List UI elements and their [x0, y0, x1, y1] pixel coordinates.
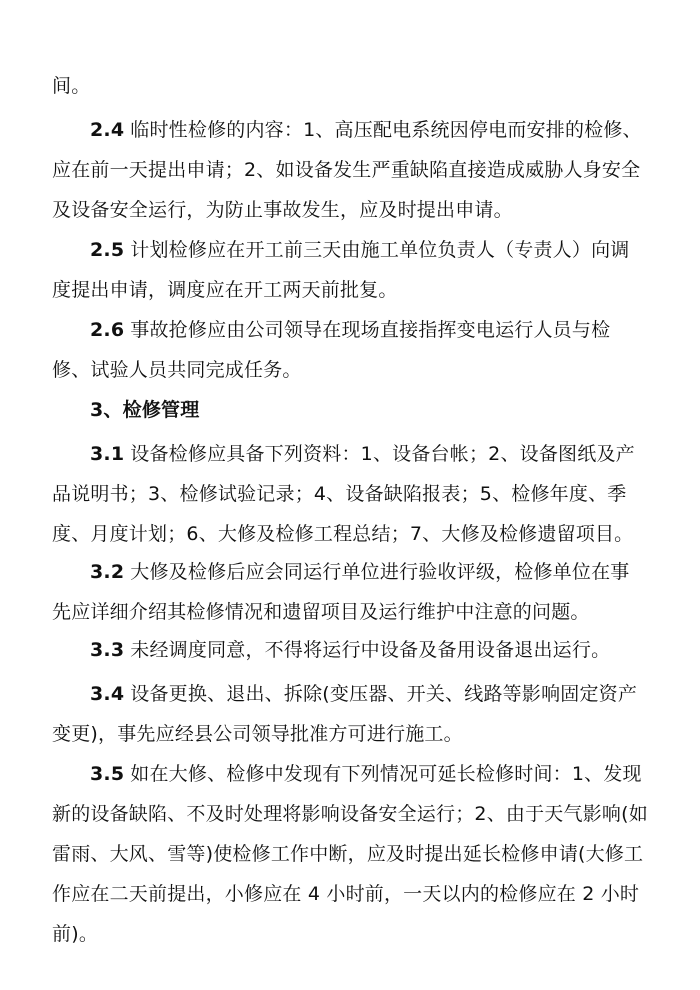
paragraph-3-4 — [52, 674, 648, 754]
section-number: 2.4 — [90, 119, 125, 141]
paragraph-3-2 — [52, 552, 648, 632]
paragraph-2-6 — [52, 310, 648, 390]
paragraph-text: 设备更换、退出、拆除(变压器、开关、线路等影响固定资产变更)，事先应经县公司领导批准方可进行施工。 — [52, 683, 638, 745]
paragraph-text: 间。 — [52, 75, 91, 97]
paragraph-2-4 — [52, 110, 648, 230]
paragraph-3-1 — [52, 434, 648, 554]
paragraph-text: 设备检修应具备下列资料：1、设备台帐；2、设备图纸及产品说明书；3、检修试验记录；4、设备缺陷报表；5、检修年度、季度、月度计划；6、大修及检修工程总结；7、大修及检修遗留项目。 — [52, 443, 635, 545]
section-number: 2.6 — [90, 319, 125, 341]
paragraph-text: 未经调度同意，不得将运行中设备及备用设备退出运行。 — [130, 639, 611, 661]
heading-text: 3、检修管理 — [90, 399, 200, 421]
section-heading — [52, 390, 648, 430]
paragraph-continuation — [52, 66, 648, 106]
section-number: 3.1 — [90, 443, 125, 465]
section-number: 3.5 — [90, 763, 125, 785]
paragraph-text: 如在大修、检修中发现有下列情况可延长检修时间：1、发现新的设备缺陷、不及时处理将影响设备安全运行；2、由于天气影响(如雷雨、大风、雪等)使检修工作中断，应及时提出延长检修申请(大修工作应在二天前提出，小修应在 4 小时前，一天以内的检修应在 2 小时前)。 — [52, 763, 648, 945]
section-number: 3.3 — [90, 639, 125, 661]
paragraph-2-5 — [52, 230, 648, 310]
section-number: 2.5 — [90, 239, 125, 261]
paragraph-text: 计划检修应在开工前三天由施工单位负责人（专责人）向调度提出申请，调度应在开工两天前批复。 — [52, 239, 630, 301]
paragraph-text: 大修及检修后应会同运行单位进行验收评级，检修单位在事先应详细介绍其检修情况和遗留项目及运行维护中注意的问题。 — [52, 561, 630, 623]
section-number: 3.4 — [90, 683, 125, 705]
paragraph-text: 事故抢修应由公司领导在现场直接指挥变电运行人员与检修、试验人员共同完成任务。 — [52, 319, 611, 381]
paragraph-3-3 — [52, 630, 648, 670]
section-number: 3.2 — [90, 561, 125, 583]
paragraph-3-5 — [52, 754, 648, 954]
paragraph-text: 临时性检修的内容：1、高压配电系统因停电而安排的检修、应在前一天提出申请；2、如设备发生严重缺陷直接造成威胁人身安全及设备安全运行，为防止事故发生，应及时提出申请。 — [52, 119, 642, 221]
